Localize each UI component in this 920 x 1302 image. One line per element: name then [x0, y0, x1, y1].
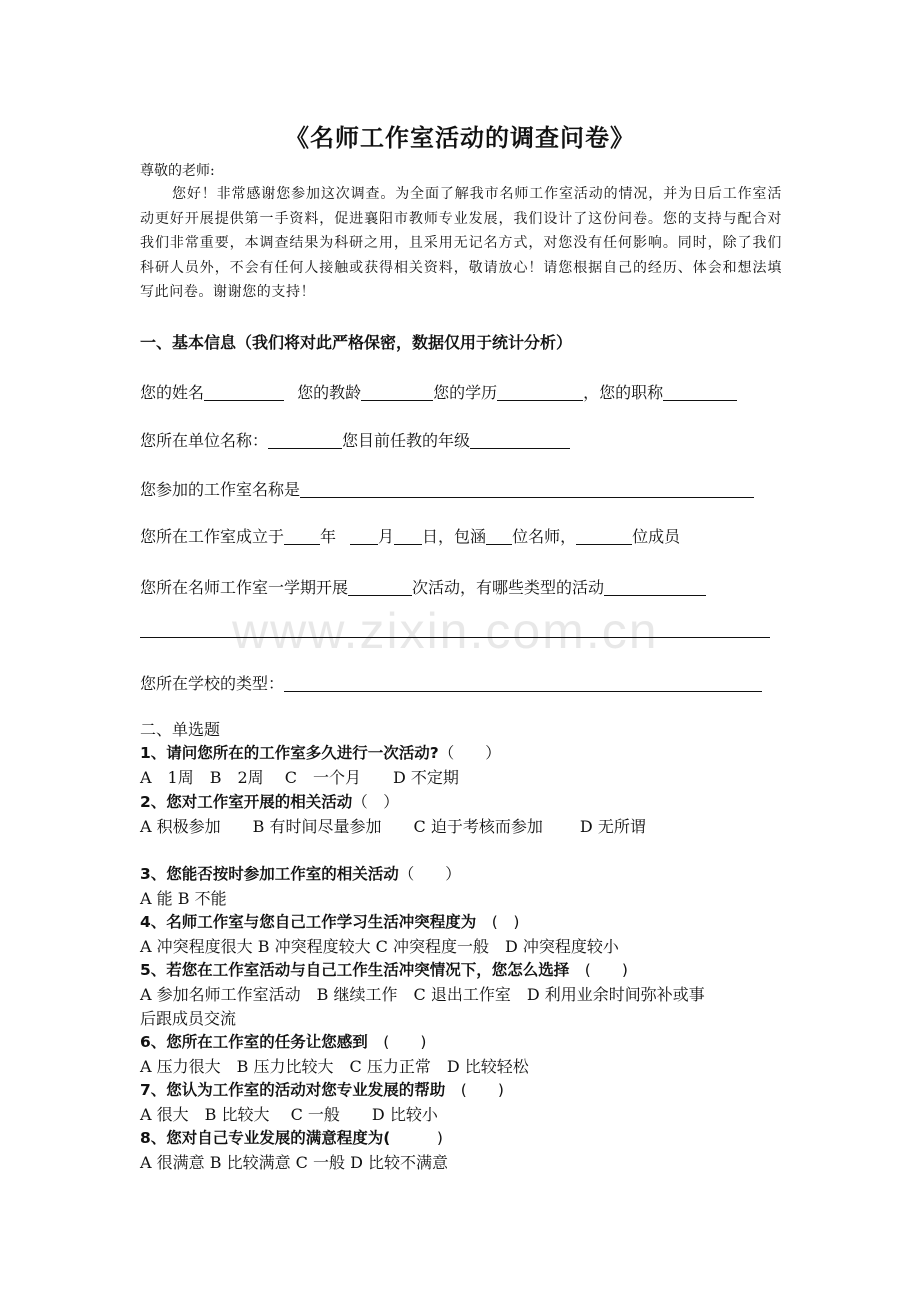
- options-1: A 1周 B 2周 C 一个月 D 不定期: [140, 768, 459, 787]
- options-7: A 很大 B 比较大 C 一般 D 比较小: [140, 1105, 438, 1124]
- founded-year-blank[interactable]: [284, 528, 320, 545]
- question-8: 8、您对自己专业发展的满意程度为( ): [140, 1129, 443, 1147]
- answer-paren-7[interactable]: ( ): [445, 1081, 504, 1099]
- options-2: A 积极参加 B 有时间尽量参加 C 迫于考核而参加 D 无所谓: [140, 817, 646, 836]
- basic-info-row-1: [140, 380, 737, 403]
- answer-paren-3[interactable]: （ ）: [398, 865, 461, 883]
- name-blank[interactable]: [204, 384, 284, 401]
- section-basic-info-heading: 一、基本信息（我们将对此严格保密，数据仅用于统计分析）: [140, 333, 573, 352]
- unit-label: 您所在单位名称：: [140, 431, 269, 450]
- members-label: 位成员: [632, 527, 681, 546]
- years-blank[interactable]: [361, 384, 433, 401]
- studio-name-label: 您参加的工作室名称是: [140, 480, 301, 499]
- month-label: 月: [378, 527, 395, 546]
- section-single-choice-heading: 二、单选题: [140, 720, 221, 739]
- answer-paren-4[interactable]: ( ): [476, 913, 520, 931]
- education-label: 您的学历: [433, 383, 498, 402]
- activity-times-blank[interactable]: [348, 579, 412, 596]
- answer-paren-1[interactable]: （ ）: [438, 744, 501, 762]
- options-5-continued: 后跟成员交流: [140, 1009, 237, 1028]
- day-label: 日，包涵: [422, 527, 487, 546]
- job-title-label: ，您的职称: [583, 383, 664, 402]
- years-label: 您的教龄: [297, 383, 362, 402]
- options-5: A 参加名师工作室活动 B 继续工作 C 退出工作室 D 利用业余时间弥补或事: [140, 985, 705, 1004]
- question-1: 1、请问您所在的工作室多久进行一次活动?（ ）: [140, 744, 501, 762]
- answer-paren-8[interactable]: ): [390, 1129, 443, 1147]
- options-4: A 冲突程度很大 B 冲突程度较大 C 冲突程度一般 D 冲突程度较小: [140, 937, 619, 956]
- basic-info-row-6: [140, 671, 762, 694]
- grade-label: 您目前任教的年级: [342, 431, 471, 450]
- grade-blank[interactable]: [470, 432, 570, 449]
- options-6: A 压力很大 B 压力比较大 C 压力正常 D 比较轻松: [140, 1057, 529, 1076]
- intro-paragraph: 您好！非常感谢您参加这次调查。为全面了解我市名师工作室活动的情况，并为日后工作室活动更好开展提供第一手资料，促进襄阳市教师专业发展，我们设计了这份问卷。您的支持与配合对我们非常重要，本调查结果为科研之用，且采用无记名方式，对您没有任何影响。同时，除了我们科研人员外，不会有任何人接触或获得相关资料，敬请放心！请您根据自己的经历、体会和想法填写此问卷。谢谢您的支持！: [140, 186, 782, 300]
- watermark: www.zixin.com.cn: [232, 603, 659, 659]
- basic-info-row-4: [140, 524, 680, 547]
- school-type-label: 您所在学校的类型：: [140, 674, 285, 693]
- unit-blank[interactable]: [268, 432, 342, 449]
- education-blank[interactable]: [497, 384, 583, 401]
- options-3: A 能 B 不能: [140, 889, 227, 908]
- question-2: 2、您对工作室开展的相关活动（ ）: [140, 793, 399, 811]
- founded-day-blank[interactable]: [394, 528, 422, 545]
- question-5: 5、若您在工作室活动与自己工作生活冲突情况下，您怎么选择 ( ): [140, 961, 628, 979]
- teachers-label: 位名师，: [512, 527, 577, 546]
- basic-info-row-3: [140, 477, 754, 500]
- question-3: 3、您能否按时参加工作室的相关活动（ ）: [140, 865, 461, 883]
- name-label: 您的姓名: [140, 383, 205, 402]
- founded-month-blank[interactable]: [350, 528, 378, 545]
- question-4: 4、名师工作室与您自己工作学习生活冲突程度为 ( ): [140, 913, 520, 931]
- basic-info-row-2: [140, 428, 570, 451]
- teacher-count-blank[interactable]: [486, 528, 512, 545]
- activity-times-label: 您所在名师工作室一学期开展: [140, 578, 349, 597]
- activity-types-continuation-line[interactable]: [140, 637, 770, 638]
- activity-types-blank[interactable]: [604, 579, 706, 596]
- question-7: 7、您认为工作室的活动对您专业发展的帮助 ( ): [140, 1081, 504, 1099]
- activity-types-label: 次活动，有哪些类型的活动: [412, 578, 605, 597]
- answer-paren-6[interactable]: ( ): [367, 1033, 427, 1051]
- year-label: 年: [320, 527, 337, 546]
- question-6: 6、您所在工作室的任务让您感到 ( ): [140, 1033, 427, 1051]
- school-type-blank[interactable]: [284, 675, 762, 692]
- studio-name-blank[interactable]: [300, 481, 754, 498]
- page-title: 《名师工作室活动的调查问卷》: [285, 124, 635, 152]
- member-count-blank[interactable]: [576, 528, 632, 545]
- basic-info-row-5: [140, 575, 706, 598]
- options-8: A 很满意 B 比较满意 C 一般 D 比较不满意: [140, 1153, 448, 1172]
- answer-paren-2[interactable]: （ ）: [352, 793, 399, 811]
- job-title-blank[interactable]: [663, 384, 737, 401]
- answer-paren-5[interactable]: ( ): [569, 961, 628, 979]
- greeting: 尊敬的老师:: [140, 163, 215, 179]
- founded-label: 您所在工作室成立于: [140, 527, 285, 546]
